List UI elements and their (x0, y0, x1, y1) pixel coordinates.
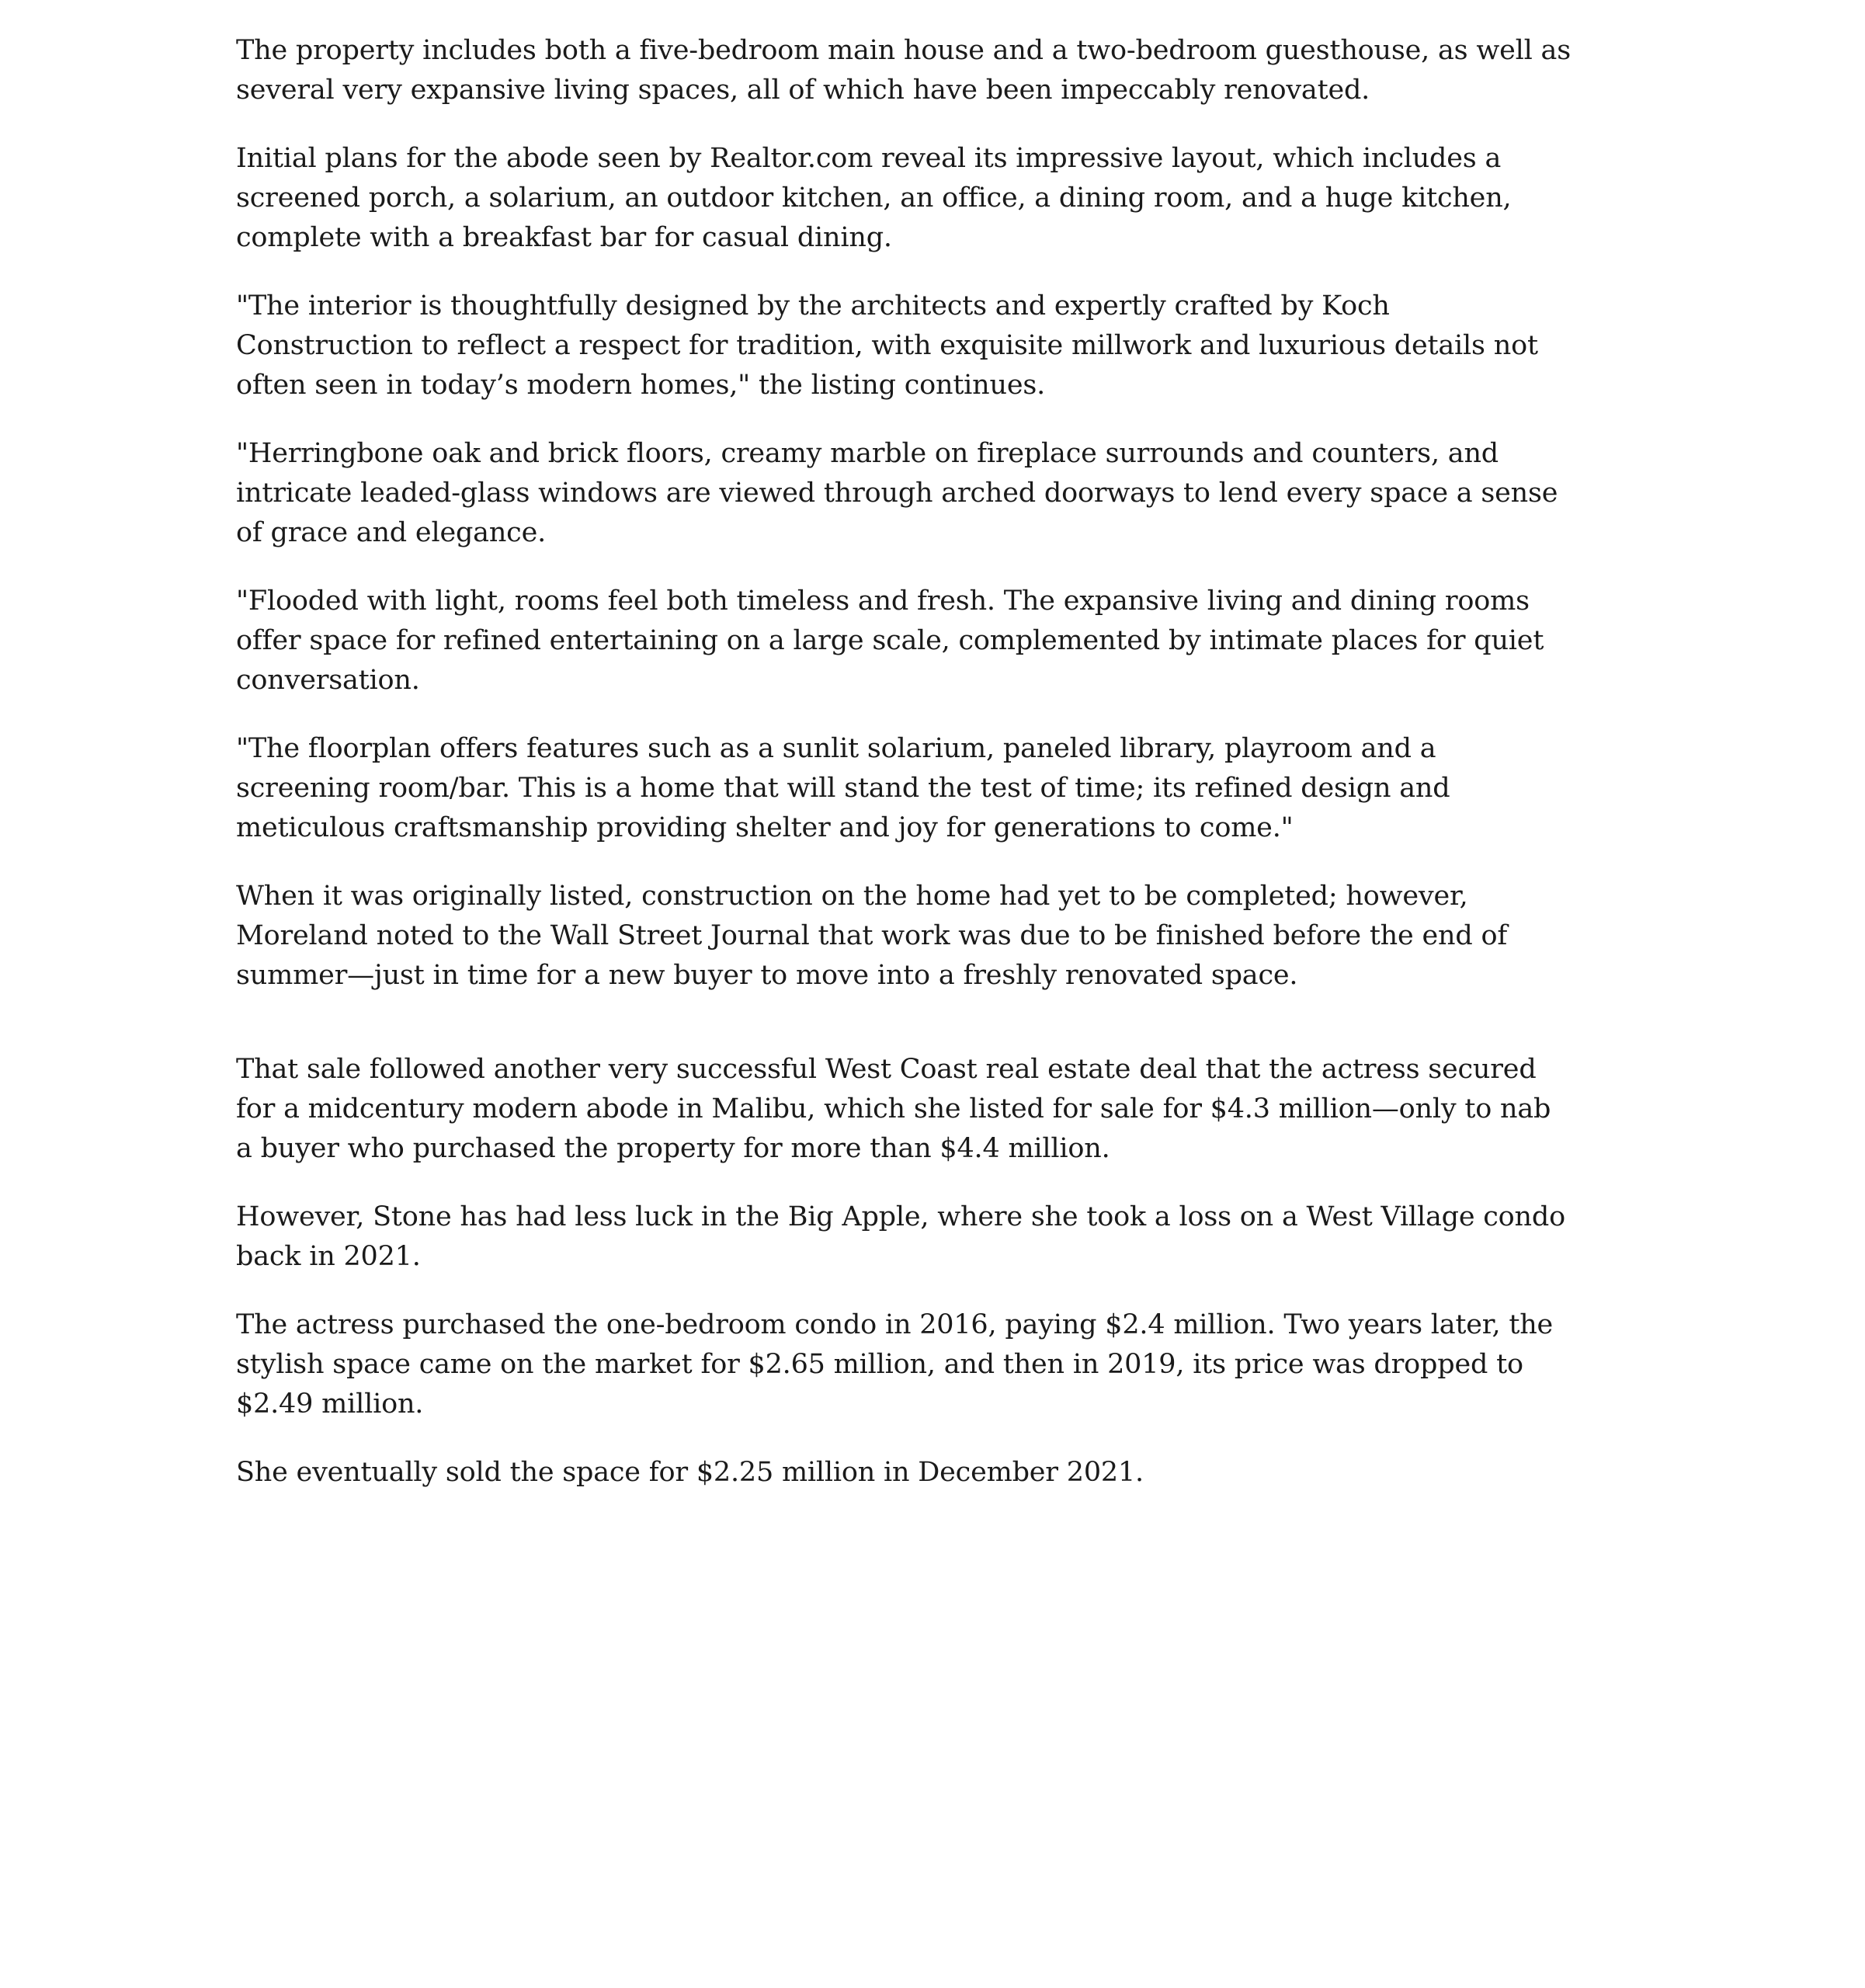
article-paragraph: The property includes both a five-bedroom main house and a two-bedroom guesthouse, as well as several very expansive living spaces, all of which have been impeccably renovated. (236, 35, 1571, 106)
article-paragraph: The actress purchased the one-bedroom condo in 2016, paying $2.4 million. Two years later, the stylish space came on the market for $2.65 million, and then in 2019, its price was dropped to $2.49 million. (236, 1309, 1554, 1420)
article-paragraph: "Flooded with light, rooms feel both timeless and fresh. The expansive living and dining rooms offer space for refined entertaining on a large scale, complemented by intimate places for quiet conversation. (236, 586, 1544, 696)
article-paragraph: "The floorplan offers features such as a sunlit solarium, paneled library, playroom and a screening room/bar. This is a home that will stand the test of time; its refined design and meticulous craftsmanship providing shelter and joy for generations to come." (236, 733, 1450, 843)
article-paragraph: Initial plans for the abode seen by Realtor.com reveal its impressive layout, which includes a screened porch, a solarium, an outdoor kitchen, an office, a dining room, and a huge kitchen, complete with a breakfast bar for casual dining. (236, 143, 1512, 253)
article-paragraph: That sale followed another very successful West Coast real estate deal that the actress secured for a midcentury modern abode in Malibu, which she listed for sale for $4.3 million—only to nab a buyer who purchased the property for more than $4.4 million. (236, 1054, 1551, 1164)
article-paragraph: However, Stone has had less luck in the Big Apple, where she took a loss on a West Village condo back in 2021. (236, 1201, 1565, 1272)
article-body (236, 31, 1572, 1521)
article-paragraph: "Herringbone oak and brick floors, creamy marble on fireplace surrounds and counters, and intricate leaded-glass windows are viewed through arched doorways to lend every space a sense of grace and elegance. (236, 438, 1558, 548)
article-paragraph: She eventually sold the space for $2.25 million in December 2021. (236, 1457, 1144, 1488)
article-paragraph: When it was originally listed, construction on the home had yet to be completed; however, Moreland noted to the Wall Street Journal that work was due to be finished before the end of summer—just in time for a new buyer to move into a freshly renovated space. (236, 881, 1508, 991)
article-paragraph: "The interior is thoughtfully designed by the architects and expertly crafted by Koch Construction to reflect a respect for tradition, with exquisite millwork and luxurious details not often seen in today’s modern homes," the listing continues. (236, 290, 1538, 401)
